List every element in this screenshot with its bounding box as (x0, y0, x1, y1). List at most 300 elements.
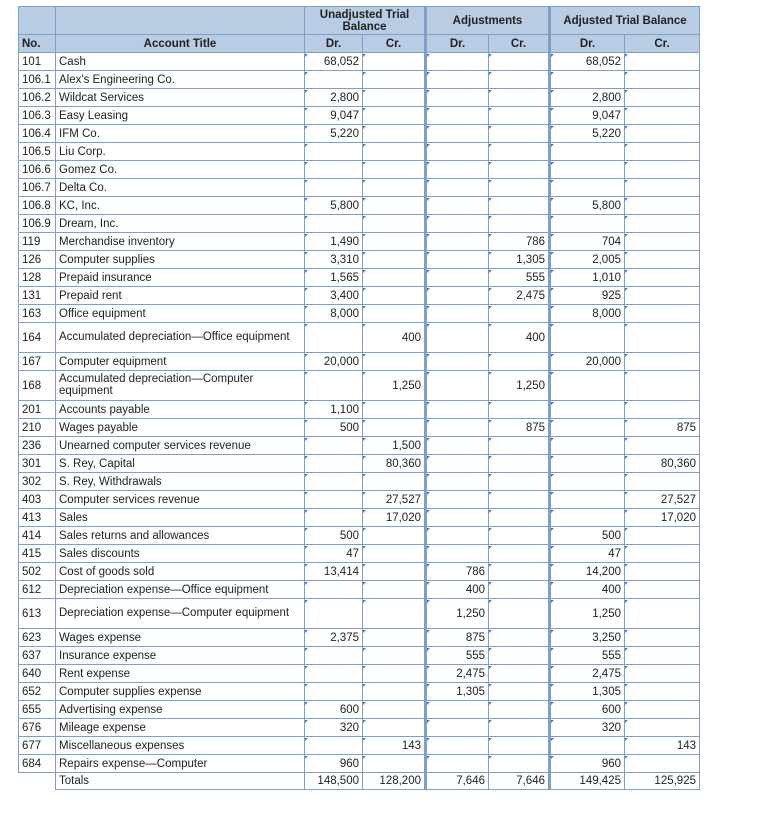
account-title: Advertising expense (56, 701, 305, 719)
table-row (19, 599, 700, 629)
amount-adj-cr-input[interactable] (489, 107, 550, 125)
amount-ut-cr-input[interactable] (363, 269, 426, 287)
account-title: Easy Leasing (56, 107, 305, 125)
amount-at-cr-input[interactable] (625, 179, 700, 197)
amount-at-dr-input[interactable] (550, 509, 625, 527)
amount-adj-dr-input[interactable] (426, 353, 489, 371)
amount-ut-dr-input[interactable]: 20,000 (305, 353, 363, 371)
amount-adj-cr-input[interactable]: 555 (489, 269, 550, 287)
amount-at-cr-input[interactable] (625, 437, 700, 455)
amount-at-dr-input[interactable] (550, 371, 625, 401)
amount-ut-dr-input[interactable]: 47 (305, 545, 363, 563)
amount-at-dr-input[interactable] (550, 737, 625, 755)
amount-ut-cr-input[interactable] (363, 125, 426, 143)
amount-ut-cr-input[interactable] (363, 629, 426, 647)
amount-at-cr-input[interactable] (625, 701, 700, 719)
account-number: 106.2 (19, 89, 56, 107)
table-row (19, 353, 700, 371)
amount-adj-dr-input[interactable] (426, 53, 489, 71)
amount-adj-cr-input[interactable] (489, 665, 550, 683)
amount-at-dr-input[interactable]: 555 (550, 647, 625, 665)
amount-ut-cr-input[interactable]: 17,020 (363, 509, 426, 527)
amount-adj-dr-input[interactable] (426, 737, 489, 755)
amount-ut-dr-input[interactable] (305, 371, 363, 401)
amount-adj-dr-input[interactable] (426, 143, 489, 161)
table-row (19, 125, 700, 143)
account-number: 167 (19, 353, 56, 371)
amount-at-dr-input[interactable] (550, 71, 625, 89)
table-row (19, 563, 700, 581)
table-row (19, 89, 700, 107)
amount-at-cr-input[interactable] (625, 563, 700, 581)
account-number: 106.7 (19, 179, 56, 197)
amount-adj-cr-input[interactable] (489, 755, 550, 773)
amount-at-dr-input[interactable]: 960 (550, 755, 625, 773)
amount-at-dr-input[interactable]: 2,475 (550, 665, 625, 683)
amount-ut-dr-input[interactable] (305, 647, 363, 665)
amount-adj-dr-input[interactable] (426, 455, 489, 473)
total-adj-cr: 7,646 (489, 773, 550, 790)
amount-ut-dr-input[interactable] (305, 323, 363, 353)
amount-at-cr-input[interactable] (625, 251, 700, 269)
amount-adj-cr-input[interactable] (489, 701, 550, 719)
amount-at-dr-input[interactable]: 14,200 (550, 563, 625, 581)
amount-adj-dr-input[interactable] (426, 125, 489, 143)
amount-ut-dr-input[interactable] (305, 437, 363, 455)
account-title: Wildcat Services (56, 89, 305, 107)
amount-ut-dr-input[interactable]: 68,052 (305, 53, 363, 71)
amount-at-cr-input[interactable] (625, 215, 700, 233)
amount-ut-cr-input[interactable] (363, 233, 426, 251)
amount-ut-dr-input[interactable] (305, 473, 363, 491)
total-at-cr: 125,925 (625, 773, 700, 790)
account-title: Mileage expense (56, 719, 305, 737)
amount-at-cr-input[interactable] (625, 755, 700, 773)
account-number: 164 (19, 323, 56, 353)
amount-adj-cr-input[interactable] (489, 197, 550, 215)
amount-adj-dr-input[interactable]: 875 (426, 629, 489, 647)
amount-ut-cr-input[interactable] (363, 305, 426, 323)
amount-at-cr-input[interactable] (625, 269, 700, 287)
amount-ut-cr-input[interactable]: 143 (363, 737, 426, 755)
amount-ut-cr-input[interactable] (363, 599, 426, 629)
amount-ut-cr-input[interactable] (363, 179, 426, 197)
amount-adj-cr-input[interactable] (489, 353, 550, 371)
amount-ut-cr-input[interactable] (363, 701, 426, 719)
amount-ut-cr-input[interactable] (363, 473, 426, 491)
amount-ut-dr-input[interactable] (305, 215, 363, 233)
header-ut-cr: Cr. (363, 35, 426, 53)
amount-at-cr-input[interactable] (625, 401, 700, 419)
amount-ut-cr-input[interactable]: 1,250 (363, 371, 426, 401)
header-adjusted: Adjusted Trial Balance (550, 7, 700, 35)
amount-ut-dr-input[interactable] (305, 143, 363, 161)
amount-ut-dr-input[interactable] (305, 491, 363, 509)
amount-at-dr-input[interactable]: 925 (550, 287, 625, 305)
amount-at-dr-input[interactable] (550, 161, 625, 179)
amount-at-cr-input[interactable] (625, 233, 700, 251)
amount-adj-dr-input[interactable] (426, 371, 489, 401)
amount-adj-cr-input[interactable]: 786 (489, 233, 550, 251)
table-row (19, 401, 700, 419)
totals-label: Totals (56, 773, 305, 790)
amount-at-dr-input[interactable] (550, 215, 625, 233)
amount-ut-cr-input[interactable] (363, 53, 426, 71)
amount-adj-cr-input[interactable] (489, 719, 550, 737)
table-row (19, 473, 700, 491)
amount-adj-cr-input[interactable] (489, 143, 550, 161)
amount-ut-dr-input[interactable]: 9,047 (305, 107, 363, 125)
table-row (19, 755, 700, 773)
amount-ut-cr-input[interactable] (363, 89, 426, 107)
amount-ut-cr-input[interactable] (363, 143, 426, 161)
account-number: 128 (19, 269, 56, 287)
amount-ut-dr-input[interactable]: 1,100 (305, 401, 363, 419)
amount-at-dr-input[interactable]: 1,010 (550, 269, 625, 287)
amount-at-dr-input[interactable] (550, 179, 625, 197)
amount-adj-dr-input[interactable]: 1,305 (426, 683, 489, 701)
amount-ut-dr-input[interactable]: 320 (305, 719, 363, 737)
table-row (19, 287, 700, 305)
amount-at-cr-input[interactable] (625, 647, 700, 665)
amount-ut-cr-input[interactable] (363, 581, 426, 599)
amount-ut-cr-input[interactable] (363, 527, 426, 545)
amount-adj-cr-input[interactable]: 1,250 (489, 371, 550, 401)
table-row (19, 701, 700, 719)
amount-at-cr-input[interactable]: 17,020 (625, 509, 700, 527)
amount-adj-dr-input[interactable] (426, 401, 489, 419)
amount-at-dr-input[interactable]: 3,250 (550, 629, 625, 647)
amount-adj-dr-input[interactable] (426, 161, 489, 179)
account-title: Computer supplies (56, 251, 305, 269)
amount-ut-dr-input[interactable]: 5,800 (305, 197, 363, 215)
table-row (19, 269, 700, 287)
amount-adj-cr-input[interactable] (489, 647, 550, 665)
amount-at-dr-input[interactable] (550, 491, 625, 509)
amount-adj-dr-input[interactable] (426, 305, 489, 323)
amount-ut-cr-input[interactable] (363, 545, 426, 563)
amount-at-dr-input[interactable]: 9,047 (550, 107, 625, 125)
amount-ut-dr-input[interactable] (305, 455, 363, 473)
amount-ut-dr-input[interactable] (305, 509, 363, 527)
amount-adj-cr-input[interactable] (489, 473, 550, 491)
total-ut-dr: 148,500 (305, 773, 363, 790)
amount-adj-cr-input[interactable] (489, 161, 550, 179)
amount-ut-cr-input[interactable] (363, 197, 426, 215)
account-number: 640 (19, 665, 56, 683)
amount-at-cr-input[interactable] (625, 71, 700, 89)
amount-adj-cr-input[interactable]: 2,475 (489, 287, 550, 305)
amount-adj-cr-input[interactable] (489, 563, 550, 581)
amount-adj-cr-input[interactable] (489, 437, 550, 455)
account-number: 676 (19, 719, 56, 737)
amount-at-cr-input[interactable] (625, 527, 700, 545)
worksheet-body (19, 53, 700, 773)
amount-ut-dr-input[interactable]: 1,490 (305, 233, 363, 251)
amount-at-cr-input[interactable] (625, 89, 700, 107)
amount-adj-dr-input[interactable] (426, 89, 489, 107)
account-number: 119 (19, 233, 56, 251)
amount-at-cr-input[interactable] (625, 545, 700, 563)
amount-adj-dr-input[interactable] (426, 197, 489, 215)
amount-adj-dr-input[interactable] (426, 251, 489, 269)
amount-ut-cr-input[interactable]: 27,527 (363, 491, 426, 509)
account-title: Accumulated depreciation—Office equipment (56, 323, 305, 353)
amount-adj-dr-input[interactable] (426, 287, 489, 305)
account-title: Rent expense (56, 665, 305, 683)
amount-at-dr-input[interactable]: 2,005 (550, 251, 625, 269)
account-number: 236 (19, 437, 56, 455)
amount-at-cr-input[interactable] (625, 665, 700, 683)
amount-at-cr-input[interactable]: 875 (625, 419, 700, 437)
amount-ut-cr-input[interactable] (363, 161, 426, 179)
amount-at-dr-input[interactable] (550, 323, 625, 353)
amount-at-cr-input[interactable] (625, 683, 700, 701)
account-number: 163 (19, 305, 56, 323)
amount-adj-dr-input[interactable] (426, 755, 489, 773)
amount-at-dr-input[interactable]: 1,305 (550, 683, 625, 701)
amount-at-dr-input[interactable] (550, 437, 625, 455)
amount-ut-dr-input[interactable]: 3,310 (305, 251, 363, 269)
account-number: 684 (19, 755, 56, 773)
header-account-title: Account Title (56, 35, 305, 53)
amount-adj-cr-input[interactable] (489, 305, 550, 323)
amount-at-dr-input[interactable]: 400 (550, 581, 625, 599)
amount-adj-dr-input[interactable] (426, 509, 489, 527)
header-adjustments: Adjustments (426, 7, 550, 35)
amount-adj-cr-input[interactable]: 875 (489, 419, 550, 437)
amount-adj-dr-input[interactable]: 1,250 (426, 599, 489, 629)
amount-ut-cr-input[interactable] (363, 251, 426, 269)
amount-at-cr-input[interactable] (625, 581, 700, 599)
amount-adj-cr-input[interactable] (489, 599, 550, 629)
account-title: Alex's Engineering Co. (56, 71, 305, 89)
amount-ut-cr-input[interactable] (363, 665, 426, 683)
account-title: KC, Inc. (56, 197, 305, 215)
amount-ut-cr-input[interactable]: 400 (363, 323, 426, 353)
amount-at-cr-input[interactable] (625, 161, 700, 179)
amount-at-dr-input[interactable]: 68,052 (550, 53, 625, 71)
table-row (19, 197, 700, 215)
account-title: Computer supplies expense (56, 683, 305, 701)
amount-at-dr-input[interactable]: 2,800 (550, 89, 625, 107)
amount-adj-dr-input[interactable]: 786 (426, 563, 489, 581)
amount-at-cr-input[interactable] (625, 353, 700, 371)
account-title: Sales returns and allowances (56, 527, 305, 545)
amount-adj-cr-input[interactable] (489, 509, 550, 527)
table-row (19, 305, 700, 323)
amount-adj-cr-input[interactable] (489, 455, 550, 473)
amount-adj-dr-input[interactable] (426, 179, 489, 197)
amount-adj-dr-input[interactable] (426, 71, 489, 89)
amount-ut-dr-input[interactable]: 500 (305, 527, 363, 545)
amount-adj-dr-input[interactable] (426, 233, 489, 251)
account-title: Prepaid insurance (56, 269, 305, 287)
amount-ut-cr-input[interactable] (363, 719, 426, 737)
amount-at-dr-input[interactable] (550, 401, 625, 419)
amount-at-dr-input[interactable]: 8,000 (550, 305, 625, 323)
amount-adj-cr-input[interactable] (489, 89, 550, 107)
amount-at-cr-input[interactable] (625, 107, 700, 125)
amount-ut-cr-input[interactable] (363, 419, 426, 437)
account-title: Sales (56, 509, 305, 527)
amount-at-cr-input[interactable] (625, 371, 700, 401)
amount-ut-cr-input[interactable] (363, 401, 426, 419)
amount-at-dr-input[interactable] (550, 419, 625, 437)
amount-adj-cr-input[interactable] (489, 527, 550, 545)
amount-at-cr-input[interactable] (625, 125, 700, 143)
table-row (19, 527, 700, 545)
amount-ut-dr-input[interactable] (305, 683, 363, 701)
amount-adj-cr-input[interactable] (489, 683, 550, 701)
amount-at-cr-input[interactable] (625, 305, 700, 323)
amount-ut-cr-input[interactable] (363, 71, 426, 89)
amount-adj-cr-input[interactable] (489, 215, 550, 233)
header-no: No. (19, 35, 56, 53)
account-title: Computer equipment (56, 353, 305, 371)
amount-ut-dr-input[interactable]: 960 (305, 755, 363, 773)
totals-blank (19, 773, 56, 790)
amount-at-dr-input[interactable]: 5,800 (550, 197, 625, 215)
amount-at-cr-input[interactable] (625, 599, 700, 629)
amount-ut-dr-input[interactable]: 600 (305, 701, 363, 719)
table-row (19, 737, 700, 755)
amount-at-dr-input[interactable] (550, 455, 625, 473)
amount-adj-dr-input[interactable] (426, 107, 489, 125)
amount-adj-dr-input[interactable] (426, 719, 489, 737)
account-number: 106.3 (19, 107, 56, 125)
amount-at-dr-input[interactable]: 1,250 (550, 599, 625, 629)
amount-ut-dr-input[interactable]: 8,000 (305, 305, 363, 323)
amount-adj-dr-input[interactable] (426, 491, 489, 509)
amount-ut-cr-input[interactable] (363, 563, 426, 581)
account-title: Sales discounts (56, 545, 305, 563)
amount-adj-dr-input[interactable] (426, 419, 489, 437)
amount-at-cr-input[interactable] (625, 719, 700, 737)
amount-at-dr-input[interactable]: 47 (550, 545, 625, 563)
amount-ut-dr-input[interactable] (305, 581, 363, 599)
account-number: 106.6 (19, 161, 56, 179)
amount-ut-dr-input[interactable]: 500 (305, 419, 363, 437)
table-row (19, 719, 700, 737)
amount-adj-cr-input[interactable]: 1,305 (489, 251, 550, 269)
amount-at-dr-input[interactable] (550, 473, 625, 491)
amount-ut-dr-input[interactable] (305, 71, 363, 89)
amount-adj-dr-input[interactable] (426, 527, 489, 545)
amount-adj-cr-input[interactable] (489, 71, 550, 89)
amount-ut-dr-input[interactable]: 5,220 (305, 125, 363, 143)
amount-at-dr-input[interactable]: 600 (550, 701, 625, 719)
amount-ut-cr-input[interactable] (363, 647, 426, 665)
amount-ut-cr-input[interactable] (363, 287, 426, 305)
amount-ut-cr-input[interactable] (363, 107, 426, 125)
amount-ut-dr-input[interactable]: 1,565 (305, 269, 363, 287)
amount-ut-dr-input[interactable] (305, 665, 363, 683)
amount-ut-dr-input[interactable] (305, 737, 363, 755)
amount-ut-dr-input[interactable]: 3,400 (305, 287, 363, 305)
table-row (19, 647, 700, 665)
amount-at-cr-input[interactable]: 27,527 (625, 491, 700, 509)
amount-adj-cr-input[interactable] (489, 581, 550, 599)
amount-ut-cr-input[interactable] (363, 215, 426, 233)
amount-ut-dr-input[interactable]: 2,800 (305, 89, 363, 107)
amount-adj-dr-input[interactable]: 2,475 (426, 665, 489, 683)
table-row (19, 491, 700, 509)
account-number: 623 (19, 629, 56, 647)
total-adj-dr: 7,646 (426, 773, 489, 790)
account-title: Miscellaneous expenses (56, 737, 305, 755)
amount-adj-cr-input[interactable] (489, 545, 550, 563)
amount-adj-cr-input[interactable]: 400 (489, 323, 550, 353)
amount-adj-dr-input[interactable] (426, 269, 489, 287)
amount-at-cr-input[interactable] (625, 53, 700, 71)
amount-ut-cr-input[interactable] (363, 353, 426, 371)
account-title: Repairs expense—Computer (56, 755, 305, 773)
amount-ut-cr-input[interactable]: 80,360 (363, 455, 426, 473)
amount-adj-dr-input[interactable] (426, 545, 489, 563)
amount-at-dr-input[interactable]: 5,220 (550, 125, 625, 143)
amount-adj-cr-input[interactable] (489, 401, 550, 419)
amount-at-cr-input[interactable] (625, 143, 700, 161)
amount-adj-cr-input[interactable] (489, 737, 550, 755)
amount-ut-cr-input[interactable] (363, 755, 426, 773)
amount-at-dr-input[interactable]: 320 (550, 719, 625, 737)
amount-ut-dr-input[interactable]: 2,375 (305, 629, 363, 647)
amount-ut-dr-input[interactable] (305, 179, 363, 197)
account-title: Accounts payable (56, 401, 305, 419)
amount-ut-cr-input[interactable]: 1,500 (363, 437, 426, 455)
amount-adj-cr-input[interactable] (489, 629, 550, 647)
amount-at-dr-input[interactable]: 704 (550, 233, 625, 251)
table-row (19, 683, 700, 701)
amount-adj-cr-input[interactable] (489, 53, 550, 71)
amount-ut-dr-input[interactable]: 13,414 (305, 563, 363, 581)
account-number: 201 (19, 401, 56, 419)
header-adj-cr: Cr. (489, 35, 550, 53)
amount-adj-cr-input[interactable] (489, 491, 550, 509)
amount-at-cr-input[interactable] (625, 473, 700, 491)
account-title: Unearned computer services revenue (56, 437, 305, 455)
amount-adj-cr-input[interactable] (489, 125, 550, 143)
amount-at-cr-input[interactable] (625, 197, 700, 215)
amount-ut-cr-input[interactable] (363, 683, 426, 701)
amount-adj-dr-input[interactable] (426, 473, 489, 491)
amount-at-cr-input[interactable] (625, 629, 700, 647)
amount-at-dr-input[interactable]: 500 (550, 527, 625, 545)
table-row (19, 371, 700, 401)
amount-ut-dr-input[interactable] (305, 599, 363, 629)
amount-ut-dr-input[interactable] (305, 161, 363, 179)
amount-adj-dr-input[interactable]: 400 (426, 581, 489, 599)
table-row (19, 71, 700, 89)
amount-adj-cr-input[interactable] (489, 179, 550, 197)
amount-at-cr-input[interactable] (625, 323, 700, 353)
amount-adj-dr-input[interactable]: 555 (426, 647, 489, 665)
account-number: 106.4 (19, 125, 56, 143)
amount-at-cr-input[interactable] (625, 287, 700, 305)
amount-at-cr-input[interactable]: 143 (625, 737, 700, 755)
amount-adj-dr-input[interactable] (426, 323, 489, 353)
amount-at-dr-input[interactable]: 20,000 (550, 353, 625, 371)
amount-adj-dr-input[interactable] (426, 701, 489, 719)
amount-adj-dr-input[interactable] (426, 215, 489, 233)
amount-at-dr-input[interactable] (550, 143, 625, 161)
amount-adj-dr-input[interactable] (426, 437, 489, 455)
amount-at-cr-input[interactable]: 80,360 (625, 455, 700, 473)
table-row (19, 53, 700, 71)
table-row (19, 251, 700, 269)
header-unadjusted: Unadjusted Trial Balance (305, 7, 426, 35)
